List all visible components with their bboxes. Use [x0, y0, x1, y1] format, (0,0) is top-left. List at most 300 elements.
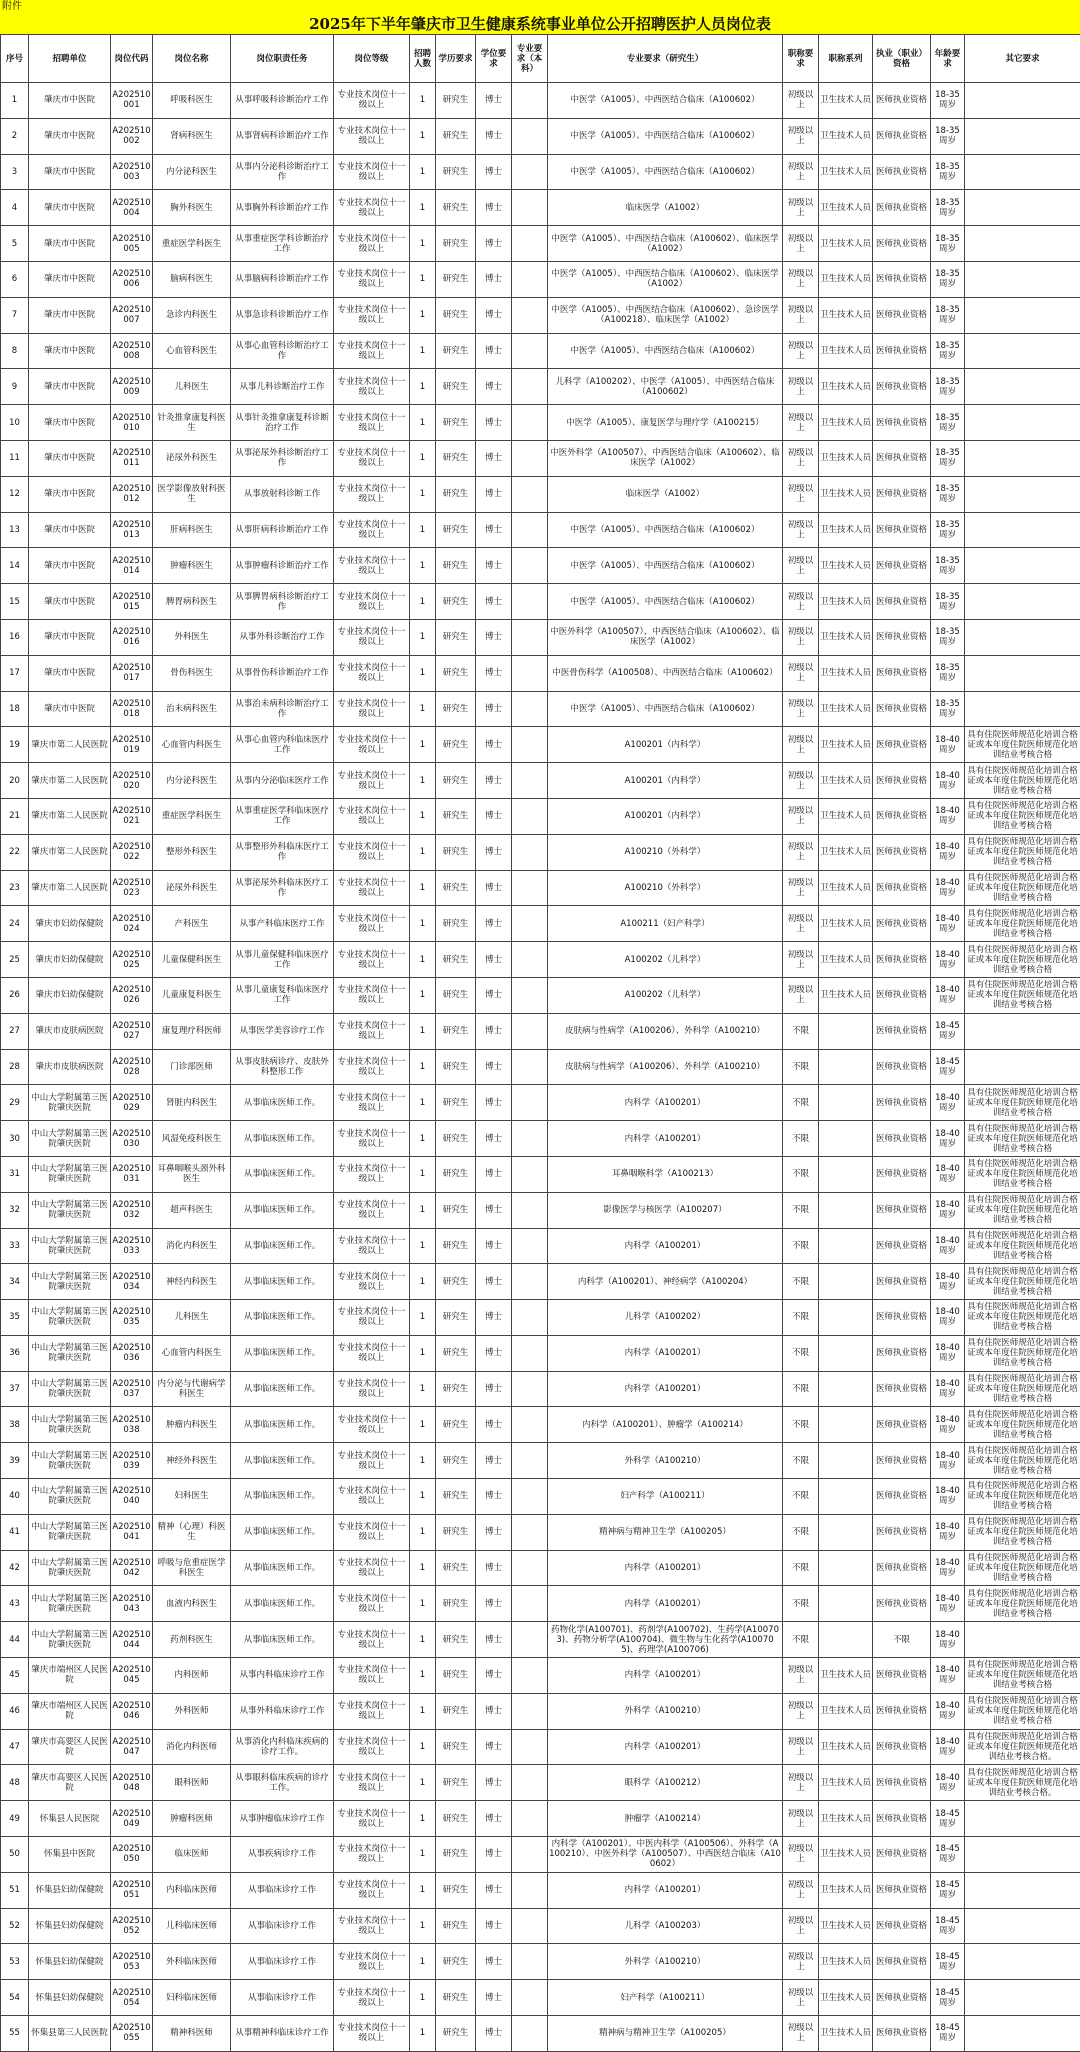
table-cell: 内分泌科医生 [153, 154, 231, 190]
table-cell: 1 [410, 834, 436, 870]
table-cell: 1 [410, 512, 436, 548]
table-cell: 初级以上 [783, 691, 819, 727]
table-cell [819, 1622, 873, 1658]
table-cell [819, 1264, 873, 1300]
table-cell: 初级以上 [783, 1908, 819, 1944]
table-cell: 博士 [476, 333, 512, 369]
table-cell [512, 977, 548, 1013]
table-cell: 从事放射科诊断工作 [231, 476, 334, 512]
table-cell: 1 [1, 83, 29, 119]
table-cell: 肇庆市第二人民医院 [29, 834, 111, 870]
table-cell [965, 1049, 1080, 1085]
table-cell: 初级以上 [783, 512, 819, 548]
table-cell [965, 691, 1080, 727]
table-cell: 1 [410, 154, 436, 190]
table-cell: 初级以上 [783, 942, 819, 978]
table-cell: 重症医学科医生 [153, 798, 231, 834]
table-cell: 外科医生 [153, 619, 231, 655]
table-cell: 18-35周岁 [931, 512, 965, 548]
table-cell: A202510002 [111, 118, 153, 154]
table-cell: 肇庆市中医院 [29, 548, 111, 584]
table-cell: 医师执业资格 [873, 1944, 931, 1980]
table-cell: 18-40周岁 [931, 870, 965, 906]
table-cell: A202510001 [111, 83, 153, 119]
table-cell: 27 [1, 1013, 29, 1049]
table-cell: 初级以上 [783, 977, 819, 1013]
table-cell: A100201（内科学） [548, 798, 783, 834]
table-cell: 从事脑病科诊断治疗工作 [231, 261, 334, 297]
table-cell: 研究生 [436, 1908, 476, 1944]
table-cell: 具有住院医师规范化培训合格证或本年度住院医师规范化培训结业考核合格 [965, 942, 1080, 978]
table-cell: 呼吸科医生 [153, 83, 231, 119]
table-cell: A202510046 [111, 1693, 153, 1729]
table-cell: 中山大学附属第三医院肇庆医院 [29, 1443, 111, 1479]
table-cell [819, 1013, 873, 1049]
table-cell: 18-40周岁 [931, 942, 965, 978]
table-cell: 1 [410, 1479, 436, 1515]
table-cell: 博士 [476, 1335, 512, 1371]
table-cell: 神经外科医生 [153, 1443, 231, 1479]
table-cell: 影像医学与核医学（A100207） [548, 1192, 783, 1228]
table-cell: 初级以上 [783, 1765, 819, 1801]
table-cell: 卫生技术人员 [819, 1872, 873, 1908]
table-cell: 研究生 [436, 1228, 476, 1264]
table-cell: 1 [410, 261, 436, 297]
table-cell: 儿科学（A100202） [548, 1300, 783, 1336]
table-cell: 从事肝病科诊断治疗工作 [231, 512, 334, 548]
table-cell: 博士 [476, 1013, 512, 1049]
table-cell: 医师执业资格 [873, 1121, 931, 1157]
table-cell: 怀集县妇幼保健院 [29, 1872, 111, 1908]
table-cell: 从事临床医师工作。 [231, 1443, 334, 1479]
table-cell: 博士 [476, 727, 512, 763]
table-cell: 1 [410, 1049, 436, 1085]
table-cell: 18-35周岁 [931, 226, 965, 262]
column-header: 执业（职业）资格 [873, 35, 931, 83]
table-cell: 研究生 [436, 261, 476, 297]
table-cell [965, 297, 1080, 333]
table-cell: 脑病科医生 [153, 261, 231, 297]
table-cell: 专业技术岗位十一级以上 [334, 548, 410, 584]
table-cell: 专业技术岗位十一级以上 [334, 333, 410, 369]
table-cell: 从事儿科诊断治疗工作 [231, 369, 334, 405]
table-cell: 从事疾病诊疗工作 [231, 1837, 334, 1873]
table-cell: A202510039 [111, 1443, 153, 1479]
table-cell: 卫生技术人员 [819, 1658, 873, 1694]
table-title: 2025年下半年肇庆市卫生健康系统事业单位公开招聘医护人员岗位表 [0, 14, 1080, 34]
table-cell: 21 [1, 798, 29, 834]
table-cell: 18-45周岁 [931, 1980, 965, 2016]
table-cell: 博士 [476, 118, 512, 154]
table-cell: 中医外科学（A100507）、中西医结合临床（A100602）、临床医学（A1002） [548, 440, 783, 476]
table-cell: 初级以上 [783, 226, 819, 262]
table-cell: 研究生 [436, 190, 476, 226]
table-cell: 内科学（A100201） [548, 1729, 783, 1765]
table-cell [512, 1693, 548, 1729]
table-cell: 从事肾病科诊断治疗工作 [231, 118, 334, 154]
table-cell: 18-40周岁 [931, 1335, 965, 1371]
table-cell: 19 [1, 727, 29, 763]
table-cell: 具有住院医师规范化培训合格证或本年度住院医师规范化培训结业考核合格 [965, 1156, 1080, 1192]
table-cell: 1 [410, 1765, 436, 1801]
table-cell: 研究生 [436, 1944, 476, 1980]
table-cell: A202510016 [111, 619, 153, 655]
table-cell [512, 619, 548, 655]
table-cell: 肇庆市中医院 [29, 190, 111, 226]
table-cell: 研究生 [436, 870, 476, 906]
table-cell: 博士 [476, 83, 512, 119]
table-cell: 胸外科医生 [153, 190, 231, 226]
table-cell: A202510011 [111, 440, 153, 476]
table-cell [512, 1228, 548, 1264]
table-cell: 博士 [476, 1121, 512, 1157]
table-cell: 从事临床诊疗工作 [231, 1944, 334, 1980]
table-cell: 从事临床医师工作。 [231, 1085, 334, 1121]
table-cell: A202510034 [111, 1264, 153, 1300]
table-cell: 卫生技术人员 [819, 584, 873, 620]
table-cell: 1 [410, 1300, 436, 1336]
table-cell [512, 333, 548, 369]
table-cell: 初级以上 [783, 834, 819, 870]
table-cell: 从事临床诊疗工作 [231, 1908, 334, 1944]
table-cell: 医师执业资格 [873, 1586, 931, 1622]
table-cell: 博士 [476, 1658, 512, 1694]
table-cell: 18-45周岁 [931, 1908, 965, 1944]
table-cell: 外科学（A100210） [548, 1443, 783, 1479]
table-cell: 中医学（A1005）、康复医学与理疗学（A100215） [548, 405, 783, 441]
table-cell: 1 [410, 1980, 436, 2016]
table-cell: 18-35周岁 [931, 619, 965, 655]
table-cell: 从事临床医师工作。 [231, 1407, 334, 1443]
table-cell: 不限 [783, 1264, 819, 1300]
table-cell: 18-35周岁 [931, 440, 965, 476]
table-cell: 超声科医生 [153, 1192, 231, 1228]
table-cell [512, 226, 548, 262]
column-header: 学位要求 [476, 35, 512, 83]
table-cell [512, 1085, 548, 1121]
table-cell: 1 [410, 1156, 436, 1192]
table-cell: A202510042 [111, 1550, 153, 1586]
table-cell: A202510014 [111, 548, 153, 584]
table-cell: 中医学（A1005）、中西医结合临床（A100602）、急诊医学（A100218）、临床医学（A1002） [548, 297, 783, 333]
table-cell: A202510005 [111, 226, 153, 262]
table-cell: 针灸推拿康复科医生 [153, 405, 231, 441]
table-cell: 妇科临床医师 [153, 1980, 231, 2016]
table-cell: 初级以上 [783, 727, 819, 763]
table-cell: 医师执业资格 [873, 154, 931, 190]
table-cell: 1 [410, 1371, 436, 1407]
table-cell: 卫生技术人员 [819, 333, 873, 369]
table-cell [965, 1980, 1080, 2016]
table-cell: 5 [1, 226, 29, 262]
table-cell: 1 [410, 1443, 436, 1479]
table-cell: 耳鼻咽喉头颈外科医生 [153, 1156, 231, 1192]
table-cell: 专业技术岗位十一级以上 [334, 190, 410, 226]
table-cell: 临床医学（A1002） [548, 476, 783, 512]
table-cell: 博士 [476, 1693, 512, 1729]
table-cell: 医师执业资格 [873, 190, 931, 226]
table-cell: 专业技术岗位十一级以上 [334, 118, 410, 154]
table-cell: 消化内科医师 [153, 1729, 231, 1765]
table-cell: 研究生 [436, 1443, 476, 1479]
table-cell: 中医学（A1005）、中西医结合临床（A100602） [548, 584, 783, 620]
table-cell: 初级以上 [783, 1872, 819, 1908]
column-header: 职称系列 [819, 35, 873, 83]
table-cell: A202510052 [111, 1908, 153, 1944]
table-cell [965, 1837, 1080, 1873]
table-cell: 专业技术岗位十一级以上 [334, 1550, 410, 1586]
table-cell: 18-40周岁 [931, 763, 965, 799]
table-cell: 研究生 [436, 1264, 476, 1300]
table-row [1, 655, 1080, 691]
table-cell: 从事胸外科诊断治疗工作 [231, 190, 334, 226]
table-cell: 专业技术岗位十一级以上 [334, 727, 410, 763]
table-cell: 18-40周岁 [931, 1156, 965, 1192]
table-cell: 医师执业资格 [873, 691, 931, 727]
table-cell: 1 [410, 798, 436, 834]
table-row [1, 1371, 1080, 1407]
table-cell: 卫生技术人员 [819, 763, 873, 799]
table-cell: 医师执业资格 [873, 1443, 931, 1479]
table-cell: 医师执业资格 [873, 1658, 931, 1694]
table-cell: 肇庆市第二人民医院 [29, 727, 111, 763]
table-cell: 眼科学（A100212） [548, 1765, 783, 1801]
table-cell: 博士 [476, 942, 512, 978]
table-row [1, 1765, 1080, 1801]
table-cell: 医师执业资格 [873, 942, 931, 978]
table-cell: 研究生 [436, 1156, 476, 1192]
table-cell: 眼科医师 [153, 1765, 231, 1801]
table-cell [965, 405, 1080, 441]
table-cell [965, 369, 1080, 405]
table-cell: 博士 [476, 1514, 512, 1550]
table-cell: A202510013 [111, 512, 153, 548]
table-cell: 1 [410, 297, 436, 333]
table-cell: 产科医生 [153, 906, 231, 942]
table-cell: 50 [1, 1837, 29, 1873]
table-row [1, 870, 1080, 906]
table-row [1, 1407, 1080, 1443]
table-cell: 专业技术岗位十一级以上 [334, 440, 410, 476]
table-cell: 18-35周岁 [931, 333, 965, 369]
table-cell: 18-40周岁 [931, 798, 965, 834]
table-cell: 初级以上 [783, 763, 819, 799]
table-cell: 肿瘤科医师 [153, 1801, 231, 1837]
table-cell [512, 584, 548, 620]
table-cell: 专业技术岗位十一级以上 [334, 512, 410, 548]
table-cell: 博士 [476, 261, 512, 297]
table-cell: 专业技术岗位十一级以上 [334, 834, 410, 870]
table-cell: 卫生技术人员 [819, 476, 873, 512]
table-cell [512, 369, 548, 405]
table-cell: A202510055 [111, 2016, 153, 2052]
table-cell: 具有住院医师规范化培训合格证或本年度住院医师规范化培训结业考核合格 [965, 1550, 1080, 1586]
table-cell: 肇庆市中医院 [29, 655, 111, 691]
table-cell: 医师执业资格 [873, 977, 931, 1013]
table-cell: A202510006 [111, 261, 153, 297]
table-cell: 卫生技术人员 [819, 118, 873, 154]
table-cell: 18-40周岁 [931, 1658, 965, 1694]
table-cell: 研究生 [436, 727, 476, 763]
table-cell: 博士 [476, 1300, 512, 1336]
table-cell: 内科学（A100201） [548, 1586, 783, 1622]
table-row [1, 1908, 1080, 1944]
table-row [1, 1192, 1080, 1228]
table-cell: 1 [410, 727, 436, 763]
table-cell: 初级以上 [783, 1729, 819, 1765]
table-cell: 博士 [476, 619, 512, 655]
table-cell: 中山大学附属第三医院肇庆医院 [29, 1300, 111, 1336]
table-cell: A202510026 [111, 977, 153, 1013]
table-cell [512, 1300, 548, 1336]
column-header: 岗位职责任务 [231, 35, 334, 83]
table-cell: 1 [410, 2016, 436, 2052]
table-cell: 43 [1, 1586, 29, 1622]
table-cell: 1 [410, 1514, 436, 1550]
table-cell: 内分泌与代谢病学科医生 [153, 1371, 231, 1407]
table-cell: 专业技术岗位十一级以上 [334, 942, 410, 978]
table-cell: 卫生技术人员 [819, 1837, 873, 1873]
positions-table [0, 34, 1080, 2052]
table-cell: 研究生 [436, 333, 476, 369]
table-cell: 医师执业资格 [873, 369, 931, 405]
table-cell: 研究生 [436, 1765, 476, 1801]
table-cell: A202510040 [111, 1479, 153, 1515]
table-cell: 1 [410, 190, 436, 226]
table-cell: 从事精神科临床诊疗工作 [231, 2016, 334, 2052]
table-cell: 博士 [476, 834, 512, 870]
table-cell [512, 1872, 548, 1908]
table-cell: 研究生 [436, 1300, 476, 1336]
table-cell: 心血管内科医生 [153, 727, 231, 763]
table-cell: 博士 [476, 1407, 512, 1443]
table-cell: 18-45周岁 [931, 1944, 965, 1980]
table-cell [512, 942, 548, 978]
table-cell [819, 1049, 873, 1085]
table-cell: 从事产科临床医疗工作 [231, 906, 334, 942]
table-cell: 不限 [783, 1550, 819, 1586]
table-cell: 卫生技术人员 [819, 1729, 873, 1765]
table-cell: 从事心血管科诊断治疗工作 [231, 333, 334, 369]
table-cell: 具有住院医师规范化培训合格证或本年度住院医师规范化培训结业考核合格。 [965, 1729, 1080, 1765]
table-cell: 从事临床医师工作。 [231, 1335, 334, 1371]
table-cell: 医师执业资格 [873, 1837, 931, 1873]
table-cell: 专业技术岗位十一级以上 [334, 1729, 410, 1765]
table-cell: 18-40周岁 [931, 1765, 965, 1801]
table-cell: 18-40周岁 [931, 906, 965, 942]
table-cell [819, 1192, 873, 1228]
table-cell: A202510030 [111, 1121, 153, 1157]
table-cell [512, 1550, 548, 1586]
table-cell: 儿科医生 [153, 1300, 231, 1336]
table-cell: 45 [1, 1658, 29, 1694]
table-cell: 中医学（A1005）、中西医结合临床（A100602）、临床医学（A1002） [548, 226, 783, 262]
table-cell: 博士 [476, 297, 512, 333]
table-cell: 博士 [476, 1622, 512, 1658]
table-cell: 具有住院医师规范化培训合格证或本年度住院医师规范化培训结业考核合格 [965, 1121, 1080, 1157]
table-cell: 18-45周岁 [931, 2016, 965, 2052]
table-row [1, 1300, 1080, 1336]
table-cell: 不限 [783, 1407, 819, 1443]
table-cell: 精神科医师 [153, 2016, 231, 2052]
table-cell: 不限 [783, 1156, 819, 1192]
table-cell: 脾胃病科医生 [153, 584, 231, 620]
table-cell [512, 1264, 548, 1300]
table-cell: 妇科医生 [153, 1479, 231, 1515]
table-cell: A202510025 [111, 942, 153, 978]
table-cell: 专业技术岗位十一级以上 [334, 1837, 410, 1873]
table-cell: 医师执业资格 [873, 476, 931, 512]
table-cell [512, 763, 548, 799]
table-cell: A202510048 [111, 1765, 153, 1801]
table-cell: 34 [1, 1264, 29, 1300]
table-cell: 不限 [783, 1192, 819, 1228]
table-cell: 具有住院医师规范化培训合格证或本年度住院医师规范化培训结业考核合格 [965, 798, 1080, 834]
table-cell [512, 798, 548, 834]
table-cell: 肇庆市中医院 [29, 440, 111, 476]
table-cell: 初级以上 [783, 1658, 819, 1694]
table-cell: 卫生技术人员 [819, 1908, 873, 1944]
table-cell [512, 476, 548, 512]
table-cell: 初级以上 [783, 369, 819, 405]
table-cell: 1 [410, 1837, 436, 1873]
table-cell: 肾病科医生 [153, 118, 231, 154]
table-cell: 内科医师 [153, 1658, 231, 1694]
table-cell [819, 1407, 873, 1443]
table-cell: 医师执业资格 [873, 619, 931, 655]
table-cell: 专业技术岗位十一级以上 [334, 1693, 410, 1729]
table-cell: 1 [410, 1264, 436, 1300]
table-cell: 怀集县人民医院 [29, 1801, 111, 1837]
table-cell: 从事呼吸科诊断治疗工作 [231, 83, 334, 119]
table-cell [512, 1658, 548, 1694]
table-cell: 博士 [476, 512, 512, 548]
table-cell: 内科学（A100201） [548, 1335, 783, 1371]
table-cell: 医师执业资格 [873, 118, 931, 154]
table-cell: 研究生 [436, 977, 476, 1013]
table-cell [512, 1013, 548, 1049]
table-cell: 医师执业资格 [873, 1192, 931, 1228]
table-cell: 从事儿童康复科临床医疗工作 [231, 977, 334, 1013]
table-cell: 医学影像放射科医生 [153, 476, 231, 512]
table-cell: 肇庆市第二人民医院 [29, 763, 111, 799]
table-cell: A100201（内科学） [548, 763, 783, 799]
table-cell: 1 [410, 1801, 436, 1837]
table-row [1, 834, 1080, 870]
table-cell: A202510004 [111, 190, 153, 226]
table-cell: 18-35周岁 [931, 691, 965, 727]
table-row [1, 154, 1080, 190]
table-cell: 妇产科学（A100211） [548, 1980, 783, 2016]
table-cell: 研究生 [436, 1514, 476, 1550]
table-cell: 博士 [476, 1944, 512, 1980]
table-cell: 卫生技术人员 [819, 405, 873, 441]
table-cell: 具有住院医师规范化培训合格证或本年度住院医师规范化培训结业考核合格 [965, 1085, 1080, 1121]
table-row [1, 2016, 1080, 2052]
table-cell: 卫生技术人员 [819, 942, 873, 978]
table-cell: 医师执业资格 [873, 834, 931, 870]
table-cell: A202510012 [111, 476, 153, 512]
table-cell: 1 [410, 942, 436, 978]
table-cell: 内分泌科医生 [153, 763, 231, 799]
table-cell: 18-35周岁 [931, 476, 965, 512]
table-cell: 研究生 [436, 512, 476, 548]
table-cell: 18-35周岁 [931, 548, 965, 584]
table-cell: A202510047 [111, 1729, 153, 1765]
table-cell: 18-40周岁 [931, 1693, 965, 1729]
table-cell: 28 [1, 1049, 29, 1085]
table-cell [819, 1121, 873, 1157]
